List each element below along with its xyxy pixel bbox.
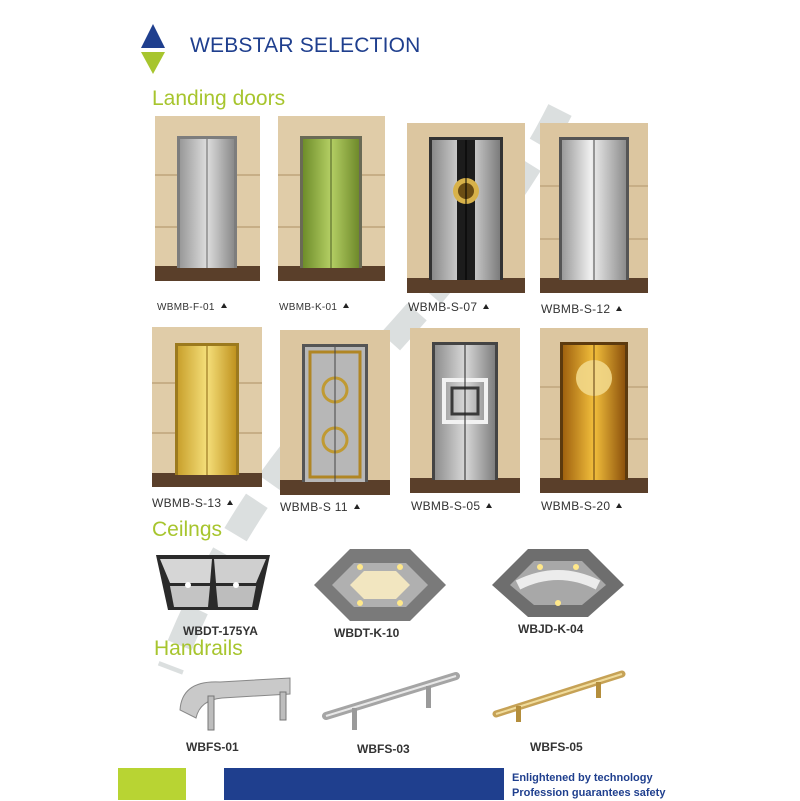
door-code-label: WBMB-F-01 <box>157 302 227 313</box>
footer-tagline <box>512 771 665 801</box>
handrail-wbfs-03 <box>318 668 463 738</box>
door-code-label: WBMB-K-01 <box>279 302 349 313</box>
ceiling-wbdt-k-10 <box>310 545 450 623</box>
triangle-icon <box>227 500 233 505</box>
handrail-wbfs-01 <box>160 668 295 743</box>
door-wbmb-k-01 <box>278 116 385 281</box>
door-wbmb-s-13 <box>152 327 262 487</box>
door-code-label: WBMB-S-13 <box>152 496 233 510</box>
door-code-label: WBMB-S-20 <box>541 499 622 513</box>
triangle-icon <box>616 306 622 311</box>
tagline-line-1: Enlightened by technology <box>512 772 653 784</box>
section-heading-handrails: Handrails <box>154 637 243 660</box>
door-wbmb-s-05 <box>410 328 520 493</box>
tagline-line-2: Profession guarantees safety <box>512 787 666 799</box>
section-heading-ceilings: Ceilngs <box>152 518 223 541</box>
handrail-code-label: WBFS-01 <box>186 740 239 754</box>
door-code-label: WBMB-S-12 <box>541 302 622 316</box>
door-wbmb-s-07 <box>407 123 525 293</box>
triangle-icon <box>616 503 622 508</box>
triangle-icon <box>354 504 360 509</box>
triangle-icon <box>486 503 492 508</box>
ceiling-code-label: WBJD-K-04 <box>518 622 584 636</box>
handrail-wbfs-05 <box>488 668 628 728</box>
page-title: WEBSTAR SELECTION <box>190 34 421 57</box>
door-wbmb-s-12 <box>540 123 648 293</box>
footer-green-block <box>118 768 186 800</box>
door-wbmb-s-11 <box>280 330 390 495</box>
ceiling-wbjd-k-04 <box>488 545 628 620</box>
ceiling-code-label: WBDT-K-10 <box>334 626 400 640</box>
triangle-icon <box>483 304 489 309</box>
footer-blue-bar <box>224 768 504 800</box>
triangle-icon <box>343 303 349 308</box>
handrail-code-label: WBFS-03 <box>357 742 410 756</box>
door-wbmb-s-20 <box>540 328 648 493</box>
triangle-icon <box>221 303 227 308</box>
section-heading-landing-doors: Landing doors <box>152 87 286 110</box>
logo-icon <box>140 24 166 74</box>
door-wbmb-f-01 <box>155 116 260 281</box>
ceiling-wbdt-175ya <box>148 545 278 630</box>
door-code-label: WBMB-S 11 <box>280 500 360 514</box>
door-code-label: WBMB-S-05 <box>411 499 492 513</box>
ceiling-code-label: WBDT-175YA <box>183 624 258 638</box>
handrail-code-label: WBFS-05 <box>530 740 583 754</box>
door-code-label: WBMB-S-07 <box>408 300 489 314</box>
